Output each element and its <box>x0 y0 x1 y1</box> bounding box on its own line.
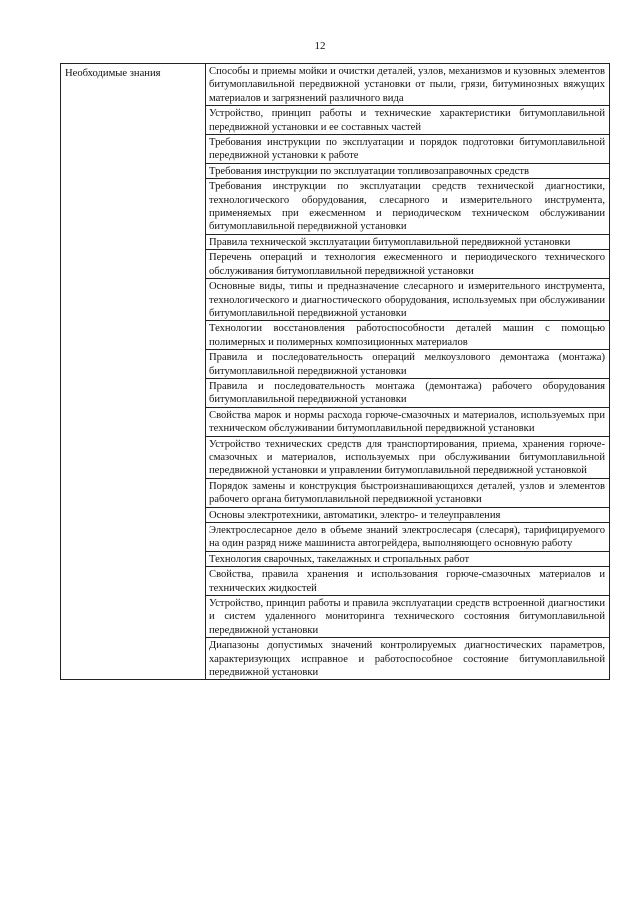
requirements-cell <box>206 64 610 680</box>
list-item: Правила и последовательность операций мелкоузлового демонтажа (монтажа) битумоплавильной передвижной установки <box>206 350 609 379</box>
page-number: 12 <box>314 40 326 52</box>
list-item: Диапазоны допустимых значений контролируемых диагностических параметров, характеризующих исправное и работоспособное состояние битумоплавильной передвижной установки <box>209 640 605 679</box>
list-item: Свойства марок и нормы расхода горюче-смазочных и материалов, используемых при техническом обслуживании битумоплавильной передвижной установки <box>206 408 609 437</box>
row-label: Необходимые знания <box>61 64 206 680</box>
list-item: Электрослесарное дело в объеме знаний электрослесаря (слесаря), тарифицируемого на один разряд ниже машиниста автогрейдера, выполняющего основную работу <box>206 523 609 552</box>
list-item: Устройство технических средств для транспортирования, приема, хранения горюче-смазочных и материалов, используемых при обслуживании битумоплавильной передвижной установки и управлении битумоплавильной передвижной установкой <box>206 437 609 479</box>
list-item: Требования инструкции по эксплуатации и порядок подготовки битумоплавильной передвижной установки к работе <box>206 135 609 164</box>
list-item: Способы и приемы мойки и очистки деталей, узлов, механизмов и кузовных элементов битумоплавильной передвижной установки от пыли, грязи, битуминозных вяжущих материалов и загрязнений различного вида <box>206 64 609 106</box>
list-item: Технология сварочных, такелажных и стропальных работ <box>206 552 609 567</box>
list-item: Правила и последовательность монтажа (демонтажа) рабочего оборудования битумоплавильной передвижной установки <box>206 379 609 408</box>
list-item: Свойства, правила хранения и использования горюче-смазочных материалов и технических жидкостей <box>206 567 609 596</box>
knowledge-table <box>60 63 610 680</box>
list-item: Основы электротехники, автоматики, электро- и телеуправления <box>206 508 609 523</box>
list-item: Устройство, принцип работы и правила эксплуатации средств встроенной диагностики и систем удаленного мониторинга технического состояния битумоплавильной передвижной установки <box>206 596 609 638</box>
list-item: Технологии восстановления работоспособности деталей машин с помощью полимерных и полимерных композиционных материалов <box>206 321 609 350</box>
list-item: Устройство, принцип работы и технические характеристики битумоплавильной передвижной установки и ее составных частей <box>206 106 609 135</box>
list-item: Основные виды, типы и предназначение слесарного и измерительного инструмента, технологического и диагностического оборудования, используемых при обслуживании битумоплавильной передвижной установки <box>206 279 609 321</box>
list-item: Требования инструкции по эксплуатации средств технической диагностики, технологического оборудования, слесарного и измерительного инструмента, применяемых при ежесменном и периодическом техническом обслуживании битумоплавильной передвижной установки <box>206 179 609 235</box>
table-row <box>61 64 610 680</box>
list-item: Перечень операций и технология ежесменного и периодического технического обслуживания битумоплавильной передвижной установки <box>206 250 609 279</box>
list-item: Порядок замены и конструкция быстроизнашивающихся деталей, узлов и элементов рабочего органа битумоплавильной передвижной установки <box>206 479 609 508</box>
list-item: Правила технической эксплуатации битумоплавильной передвижной установки <box>206 235 609 250</box>
list-item: Требования инструкции по эксплуатации топливозаправочных средств <box>206 164 609 179</box>
